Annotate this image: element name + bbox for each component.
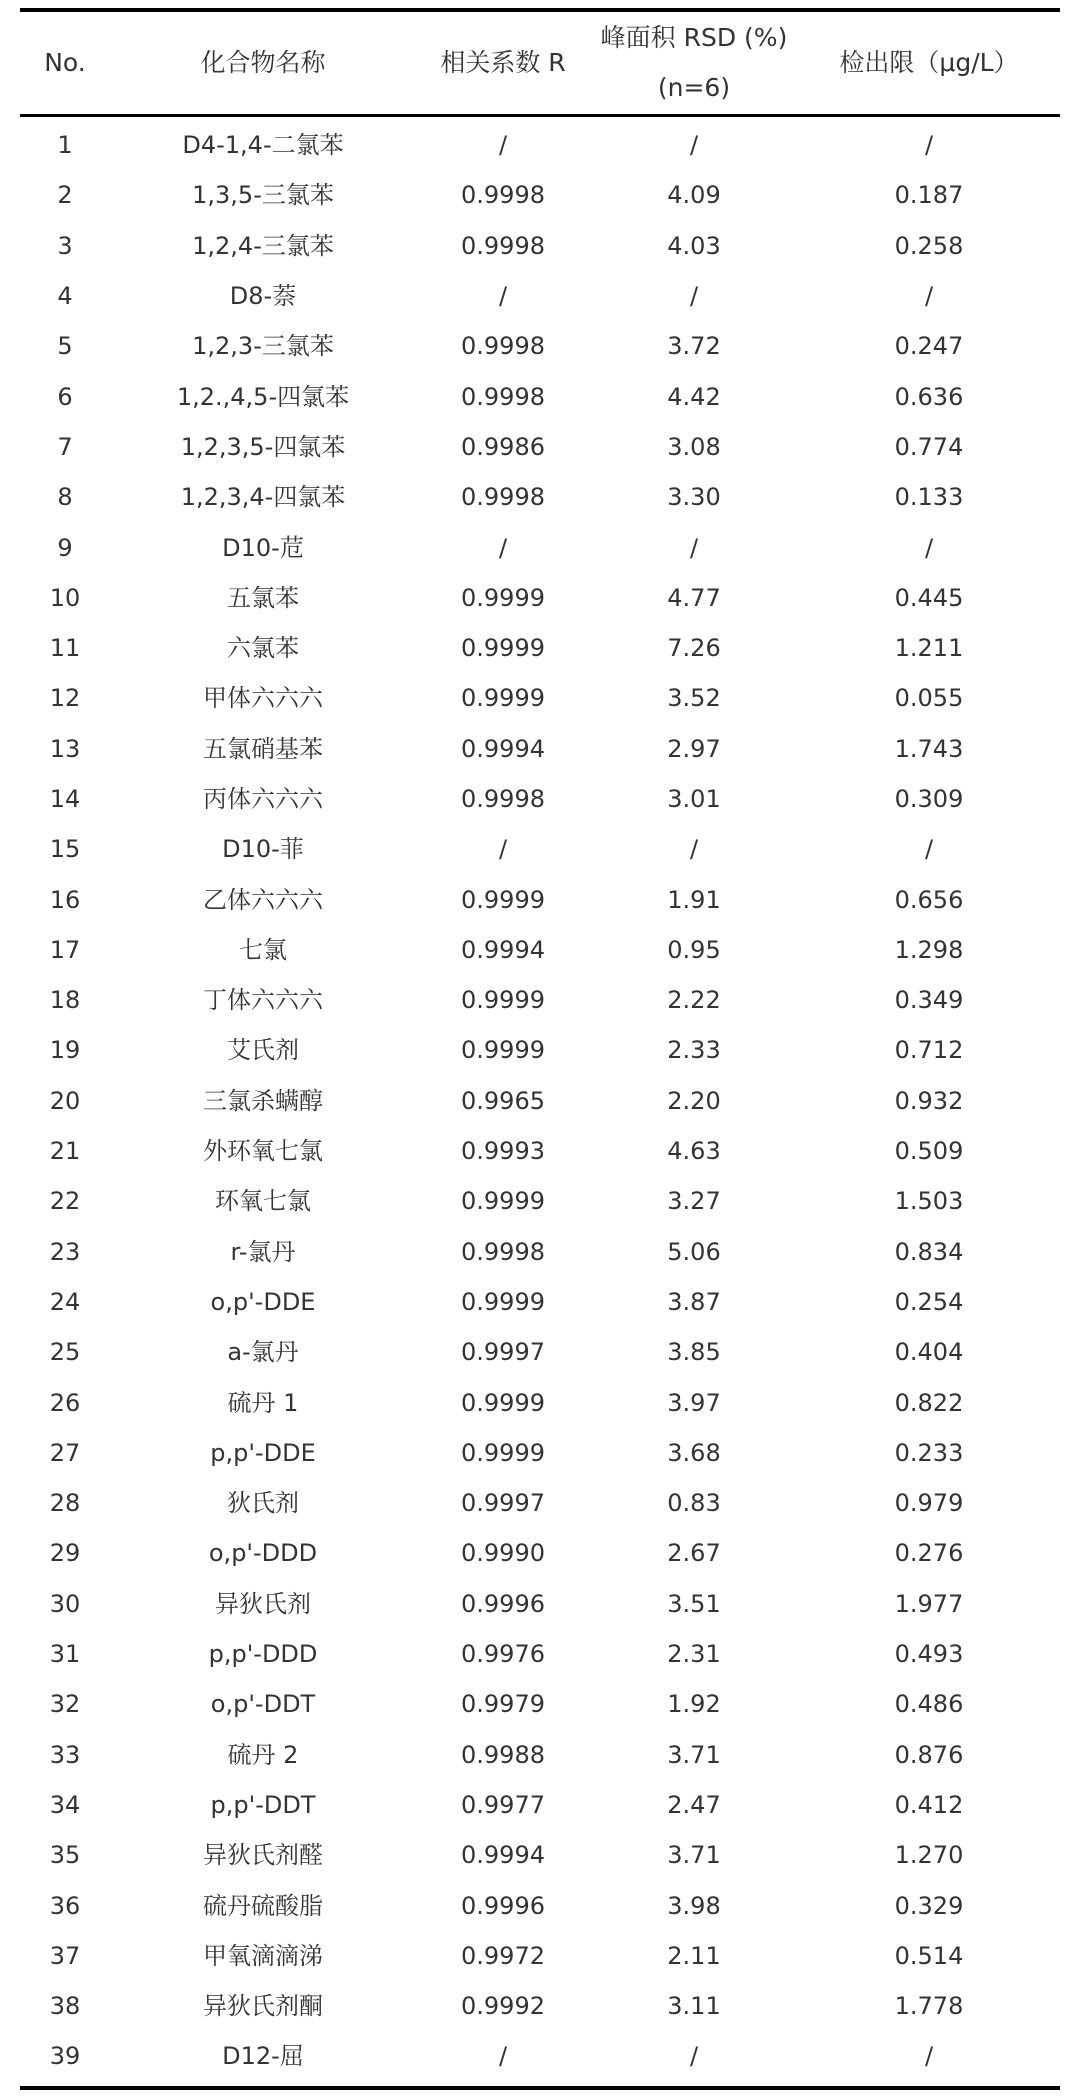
cell-correlation: / <box>498 2042 508 2071</box>
cell-no: 32 <box>49 1690 81 1719</box>
cell-no: 31 <box>49 1640 81 1669</box>
cell-rsd: 3.11 <box>667 1992 721 2021</box>
table-row <box>20 774 1060 824</box>
cell-lod: 0.822 <box>894 1388 964 1417</box>
cell-compound-name: 三氯杀螨醇 <box>203 1086 323 1115</box>
cell-no: 15 <box>49 835 81 864</box>
cell-no: 38 <box>49 1992 81 2021</box>
cell-correlation: 0.9977 <box>461 1790 545 1819</box>
cell-correlation: 0.9999 <box>461 684 545 713</box>
cell-no: 35 <box>49 1841 81 1870</box>
table-row <box>20 422 1060 472</box>
cell-correlation: 0.9997 <box>461 1338 545 1367</box>
cell-correlation: 0.9992 <box>461 1992 545 2021</box>
table-row <box>20 1277 1060 1327</box>
cell-rsd: 2.20 <box>667 1086 721 1115</box>
cell-rsd: / <box>689 2042 699 2071</box>
cell-rsd: 2.33 <box>667 1036 721 1065</box>
cell-compound-name: a-氯丹 <box>227 1338 299 1367</box>
cell-correlation: 0.9998 <box>461 231 545 260</box>
table-row <box>20 371 1060 421</box>
cell-compound-name: p,p'-DDD <box>208 1640 318 1669</box>
cell-no: 22 <box>49 1187 81 1216</box>
cell-correlation: 0.9994 <box>461 734 545 763</box>
cell-compound-name: D12-屈 <box>222 2042 304 2071</box>
cell-rsd: 3.27 <box>667 1187 721 1216</box>
header-name <box>110 12 416 114</box>
header-name-label: 化合物名称 <box>200 48 326 77</box>
table-row <box>20 1528 1060 1578</box>
cell-lod: 1.298 <box>894 935 964 964</box>
cell-compound-name: 丙体六六六 <box>203 785 323 813</box>
cell-lod: 1.270 <box>894 1841 964 1870</box>
table-row <box>20 925 1060 975</box>
cell-lod: 0.932 <box>894 1086 964 1115</box>
table-row <box>20 824 1060 874</box>
cell-correlation: / <box>498 131 508 160</box>
cell-rsd: / <box>689 282 699 311</box>
table-row <box>20 271 1060 321</box>
cell-correlation: 0.9972 <box>461 1941 545 1970</box>
table-row <box>20 1780 1060 1830</box>
cell-rsd: 3.71 <box>667 1740 721 1769</box>
cell-rsd: 3.30 <box>667 483 721 512</box>
cell-rsd: 5.06 <box>667 1237 721 1266</box>
cell-correlation: 0.9993 <box>461 1137 545 1166</box>
cell-correlation: / <box>498 835 508 864</box>
cell-rsd: 0.83 <box>667 1489 721 1518</box>
cell-rsd: 1.92 <box>667 1690 721 1719</box>
cell-compound-name: 五氯硝基苯 <box>203 734 323 763</box>
table-row <box>20 1428 1060 1478</box>
header-rsd <box>590 12 798 114</box>
cell-rsd: 3.85 <box>667 1338 721 1367</box>
cell-correlation: 0.9999 <box>461 1187 545 1216</box>
cell-rsd: 2.11 <box>667 1941 721 1970</box>
table-row <box>20 1579 1060 1629</box>
table-row <box>20 472 1060 522</box>
cell-lod: 0.349 <box>894 986 964 1015</box>
cell-correlation: 0.9998 <box>461 181 545 210</box>
cell-no: 36 <box>49 1891 81 1920</box>
cell-lod: 1.211 <box>894 634 964 663</box>
table-header <box>20 12 1060 114</box>
cell-correlation: 0.9986 <box>461 432 545 461</box>
table-row <box>20 874 1060 924</box>
cell-lod: 0.258 <box>894 231 964 260</box>
cell-no: 8 <box>57 483 73 512</box>
cell-rsd: 3.97 <box>667 1388 721 1417</box>
table-row <box>20 120 1060 170</box>
cell-compound-name: D10-菲 <box>222 835 304 864</box>
cell-lod: 0.276 <box>894 1539 964 1568</box>
cell-compound-name: 硫丹 2 <box>227 1740 299 1769</box>
cell-lod: 0.774 <box>894 432 964 461</box>
cell-compound-name: 1,2,3,4-四氯苯 <box>180 483 346 512</box>
cell-compound-name: 1,2,3-三氯苯 <box>192 332 334 361</box>
table-row <box>20 1176 1060 1226</box>
cell-no: 19 <box>49 1036 81 1065</box>
cell-rsd: 0.95 <box>667 935 721 964</box>
cell-lod: 0.133 <box>894 483 964 512</box>
cell-no: 34 <box>49 1790 81 1819</box>
table-row <box>20 170 1060 220</box>
cell-lod: 0.233 <box>894 1438 964 1467</box>
cell-lod: 0.412 <box>894 1790 964 1819</box>
cell-rsd: 3.01 <box>667 785 721 813</box>
table-row <box>20 1679 1060 1729</box>
cell-correlation: 0.9999 <box>461 1388 545 1417</box>
header-no-label: No. <box>44 48 86 77</box>
cell-compound-name: 艾氏剂 <box>227 1036 299 1065</box>
cell-correlation: / <box>498 533 508 562</box>
cell-lod: 1.503 <box>894 1187 964 1216</box>
cell-no: 11 <box>49 634 81 663</box>
table-row <box>20 221 1060 271</box>
cell-rsd: 2.22 <box>667 986 721 1015</box>
cell-rsd: 4.63 <box>667 1137 721 1166</box>
header-correlation <box>416 12 590 114</box>
header-no <box>20 12 110 114</box>
cell-lod: 0.329 <box>894 1891 964 1920</box>
cell-lod: 0.509 <box>894 1137 964 1166</box>
table-row <box>20 1227 1060 1277</box>
cell-compound-name: 1,3,5-三氯苯 <box>192 181 334 210</box>
cell-no: 39 <box>49 2042 81 2071</box>
cell-correlation: 0.9998 <box>461 1237 545 1266</box>
cell-no: 26 <box>49 1388 81 1417</box>
table-row <box>20 1327 1060 1377</box>
cell-correlation: 0.9988 <box>461 1740 545 1769</box>
cell-correlation: 0.9999 <box>461 583 545 612</box>
cell-no: 29 <box>49 1539 81 1568</box>
cell-compound-name: 乙体六六六 <box>203 885 323 914</box>
cell-correlation: 0.9979 <box>461 1690 545 1719</box>
cell-lod: / <box>924 2042 934 2071</box>
cell-rsd: 4.09 <box>667 181 721 210</box>
cell-no: 6 <box>57 382 73 411</box>
table-row <box>20 1377 1060 1427</box>
cell-rsd: 3.08 <box>667 432 721 461</box>
cell-lod: 0.979 <box>894 1489 964 1518</box>
cell-lod: / <box>924 835 934 864</box>
cell-compound-name: 硫丹硫酸脂 <box>203 1891 323 1920</box>
cell-rsd: 3.87 <box>667 1287 721 1316</box>
cell-correlation: 0.9996 <box>461 1891 545 1920</box>
cell-compound-name: 1,2,3,5-四氯苯 <box>180 432 346 461</box>
cell-no: 30 <box>49 1589 81 1618</box>
cell-lod: / <box>924 131 934 160</box>
cell-no: 25 <box>49 1338 81 1367</box>
cell-rsd: 2.67 <box>667 1539 721 1568</box>
cell-lod: 0.834 <box>894 1237 964 1266</box>
cell-correlation: 0.9998 <box>461 785 545 813</box>
cell-no: 24 <box>49 1287 81 1316</box>
cell-no: 16 <box>49 885 81 914</box>
table-row <box>20 522 1060 572</box>
cell-compound-name: p,p'-DDT <box>210 1790 316 1819</box>
cell-lod: 0.493 <box>894 1640 964 1669</box>
cell-correlation: 0.9998 <box>461 483 545 512</box>
cell-correlation: 0.9976 <box>461 1640 545 1669</box>
cell-compound-name: 1,2,4-三氯苯 <box>192 231 334 260</box>
cell-no: 23 <box>49 1237 81 1266</box>
cell-rsd: 3.52 <box>667 684 721 713</box>
cell-rsd: / <box>689 533 699 562</box>
table-row <box>20 1981 1060 2031</box>
cell-no: 18 <box>49 986 81 1015</box>
cell-correlation: 0.9990 <box>461 1539 545 1568</box>
cell-rsd: 2.97 <box>667 734 721 763</box>
cell-rsd: 7.26 <box>667 634 721 663</box>
cell-no: 2 <box>57 181 73 210</box>
table-row <box>20 975 1060 1025</box>
table-row <box>20 2031 1060 2081</box>
table-bottom-rule <box>20 2086 1060 2090</box>
cell-correlation: 0.9998 <box>461 382 545 411</box>
cell-no: 27 <box>49 1438 81 1467</box>
cell-no: 20 <box>49 1086 81 1115</box>
table-row <box>20 1478 1060 1528</box>
cell-lod: 0.404 <box>894 1338 964 1367</box>
cell-no: 37 <box>49 1941 81 1970</box>
cell-lod: / <box>924 282 934 311</box>
cell-compound-name: 丁体六六六 <box>203 986 323 1015</box>
cell-compound-name: D8-萘 <box>229 282 297 311</box>
cell-lod: 0.187 <box>894 181 964 210</box>
cell-compound-name: o,p'-DDD <box>208 1539 318 1568</box>
cell-compound-name: 硫丹 1 <box>227 1388 299 1417</box>
table-row <box>20 673 1060 723</box>
cell-no: 4 <box>57 282 73 311</box>
cell-correlation: / <box>498 282 508 311</box>
header-rsd-label: 峰面积 RSD (%) <box>600 23 788 52</box>
cell-lod: 1.778 <box>894 1992 964 2021</box>
table-row <box>20 1880 1060 1930</box>
table-row <box>20 573 1060 623</box>
cell-no: 13 <box>49 734 81 763</box>
cell-compound-name: r-氯丹 <box>230 1237 296 1266</box>
cell-rsd: 2.47 <box>667 1790 721 1819</box>
cell-no: 3 <box>57 231 73 260</box>
table-row <box>20 1931 1060 1981</box>
cell-rsd: 4.42 <box>667 382 721 411</box>
cell-lod: 0.636 <box>894 382 964 411</box>
table-row <box>20 321 1060 371</box>
cell-rsd: 3.72 <box>667 332 721 361</box>
cell-lod: 0.712 <box>894 1036 964 1065</box>
cell-compound-name: 甲体六六六 <box>203 684 323 713</box>
table-row <box>20 1025 1060 1075</box>
cell-correlation: 0.9999 <box>461 885 545 914</box>
cell-correlation: 0.9999 <box>461 634 545 663</box>
cell-compound-name: D10-苊 <box>222 533 304 562</box>
cell-compound-name: D4-1,4-二氯苯 <box>182 131 344 160</box>
cell-compound-name: o,p'-DDE <box>210 1287 316 1316</box>
cell-compound-name: o,p'-DDT <box>210 1690 316 1719</box>
cell-no: 1 <box>57 131 73 160</box>
table-row <box>20 1629 1060 1679</box>
cell-correlation: 0.9998 <box>461 332 545 361</box>
header-lod-label: 检出限（μg/L） <box>839 48 1019 77</box>
cell-no: 10 <box>49 583 81 612</box>
table-row <box>20 1126 1060 1176</box>
cell-rsd: 3.71 <box>667 1841 721 1870</box>
cell-lod: 0.309 <box>894 785 964 813</box>
cell-compound-name: 七氯 <box>239 935 287 964</box>
header-correlation-label: 相关系数 R <box>440 48 566 77</box>
cell-no: 5 <box>57 332 73 361</box>
cell-correlation: 0.9999 <box>461 986 545 1015</box>
cell-correlation: 0.9999 <box>461 1438 545 1467</box>
cell-correlation: 0.9999 <box>461 1287 545 1316</box>
cell-no: 14 <box>49 785 81 813</box>
cell-compound-name: 甲氧滴滴涕 <box>203 1941 323 1970</box>
cell-lod: 0.247 <box>894 332 964 361</box>
cell-compound-name: 狄氏剂 <box>227 1489 299 1518</box>
cell-rsd: / <box>689 835 699 864</box>
cell-rsd: 3.68 <box>667 1438 721 1467</box>
cell-rsd: 1.91 <box>667 885 721 914</box>
cell-compound-name: 1,2.,4,5-四氯苯 <box>176 382 350 411</box>
table-row <box>20 1830 1060 1880</box>
header-lod <box>798 12 1060 114</box>
cell-no: 7 <box>57 432 73 461</box>
table-row <box>20 623 1060 673</box>
cell-lod: 0.486 <box>894 1690 964 1719</box>
cell-rsd: 3.51 <box>667 1589 721 1618</box>
cell-correlation: 0.9965 <box>461 1086 545 1115</box>
cell-compound-name: p,p'-DDE <box>210 1438 316 1467</box>
cell-compound-name: 五氯苯 <box>227 583 299 612</box>
cell-lod: 0.445 <box>894 583 964 612</box>
cell-compound-name: 异狄氏剂醛 <box>203 1841 323 1870</box>
cell-lod: 0.656 <box>894 885 964 914</box>
cell-rsd: 3.98 <box>667 1891 721 1920</box>
cell-lod: / <box>924 533 934 562</box>
cell-compound-name: 异狄氏剂 <box>215 1589 311 1618</box>
table-header-rule <box>20 114 1060 117</box>
table-body <box>20 120 1060 2082</box>
cell-correlation: 0.9997 <box>461 1489 545 1518</box>
cell-no: 33 <box>49 1740 81 1769</box>
cell-correlation: 0.9996 <box>461 1589 545 1618</box>
cell-no: 12 <box>49 684 81 713</box>
cell-no: 28 <box>49 1489 81 1518</box>
cell-correlation: 0.9994 <box>461 1841 545 1870</box>
cell-rsd: 4.77 <box>667 583 721 612</box>
cell-rsd: 4.03 <box>667 231 721 260</box>
cell-rsd: / <box>689 131 699 160</box>
cell-lod: 0.055 <box>894 684 964 713</box>
cell-lod: 0.254 <box>894 1287 964 1316</box>
table-row <box>20 1730 1060 1780</box>
cell-compound-name: 环氧七氯 <box>215 1187 311 1216</box>
cell-compound-name: 六氯苯 <box>227 634 299 663</box>
cell-lod: 0.876 <box>894 1740 964 1769</box>
header-rsd-sublabel: (n=6) <box>657 73 731 102</box>
cell-lod: 0.514 <box>894 1941 964 1970</box>
cell-compound-name: 外环氧七氯 <box>203 1137 323 1166</box>
cell-correlation: 0.9999 <box>461 1036 545 1065</box>
cell-no: 21 <box>49 1137 81 1166</box>
table-row <box>20 1076 1060 1126</box>
cell-lod: 1.743 <box>894 734 964 763</box>
cell-rsd: 2.31 <box>667 1640 721 1669</box>
cell-lod: 1.977 <box>894 1589 964 1618</box>
cell-correlation: 0.9994 <box>461 935 545 964</box>
cell-compound-name: 异狄氏剂酮 <box>203 1992 323 2021</box>
table-row <box>20 724 1060 774</box>
cell-no: 17 <box>49 935 81 964</box>
cell-no: 9 <box>57 533 73 562</box>
